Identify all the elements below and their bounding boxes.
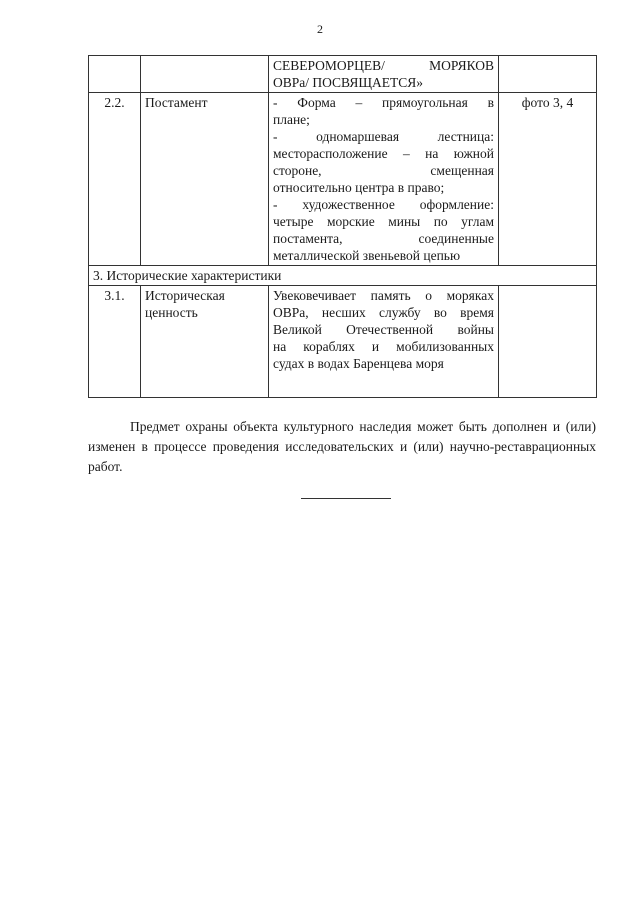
cell-description xyxy=(269,286,499,398)
desc-line: месторасположение – на южной xyxy=(273,146,494,161)
closing-rule xyxy=(301,498,391,499)
desc-line: на кораблях и мобилизованных xyxy=(273,339,494,354)
desc-line: Великой Отечественной войны xyxy=(273,322,494,337)
desc-line: СЕВЕРОМОРЦЕВ/ МОРЯКОВ xyxy=(273,58,494,73)
cell-num xyxy=(89,56,141,93)
desc-line: постамента, соединенные xyxy=(273,231,494,246)
footer-paragraph: Предмет охраны объекта культурного наследия может быть дополнен и (или) изменен в процессе проведения исследовательских и (или) научно-реставрационных работ. xyxy=(88,419,596,474)
table-row-3-1 xyxy=(89,286,597,398)
cell-photo: фото 3, 4 xyxy=(499,93,597,266)
cell-description xyxy=(269,56,499,93)
desc-line: Увековечивает память о моряках xyxy=(273,288,494,303)
desc-line: ОВРа, несших службу во время xyxy=(273,305,494,320)
desc-line: - художественное оформление: xyxy=(273,197,494,212)
protection-subject-table xyxy=(88,55,597,398)
table-row-continuation xyxy=(89,56,597,93)
desc-line: плане; xyxy=(273,112,310,127)
cell-photo xyxy=(499,56,597,93)
cell-num: 2.2. xyxy=(89,93,141,266)
table-row-2-2 xyxy=(89,93,597,266)
desc-line: ОВРа/ ПОСВЯЩАЕТСЯ» xyxy=(273,75,424,90)
desc-line: судах в водах Баренцева моря xyxy=(273,356,444,371)
table-section-header xyxy=(89,266,597,286)
page-number: 2 xyxy=(317,22,323,36)
cell-name xyxy=(141,56,269,93)
section-title: 3. Исторические характеристики xyxy=(89,266,597,286)
name-line: Историческая xyxy=(145,288,225,303)
desc-line: металлической звеньевой цепью xyxy=(273,248,461,263)
name-line: ценность xyxy=(145,305,198,320)
desc-line: относительно центра в право; xyxy=(273,180,445,195)
cell-photo xyxy=(499,286,597,398)
cell-name: Постамент xyxy=(141,93,269,266)
cell-name xyxy=(141,286,269,398)
desc-line: четыре морские мины по углам xyxy=(273,214,494,229)
cell-num: 3.1. xyxy=(89,286,141,398)
desc-line: стороне, смещенная xyxy=(273,163,494,178)
desc-line: - Форма – прямоугольная в xyxy=(273,95,494,110)
cell-description xyxy=(269,93,499,266)
desc-line: - одномаршевая лестница: xyxy=(273,129,494,144)
